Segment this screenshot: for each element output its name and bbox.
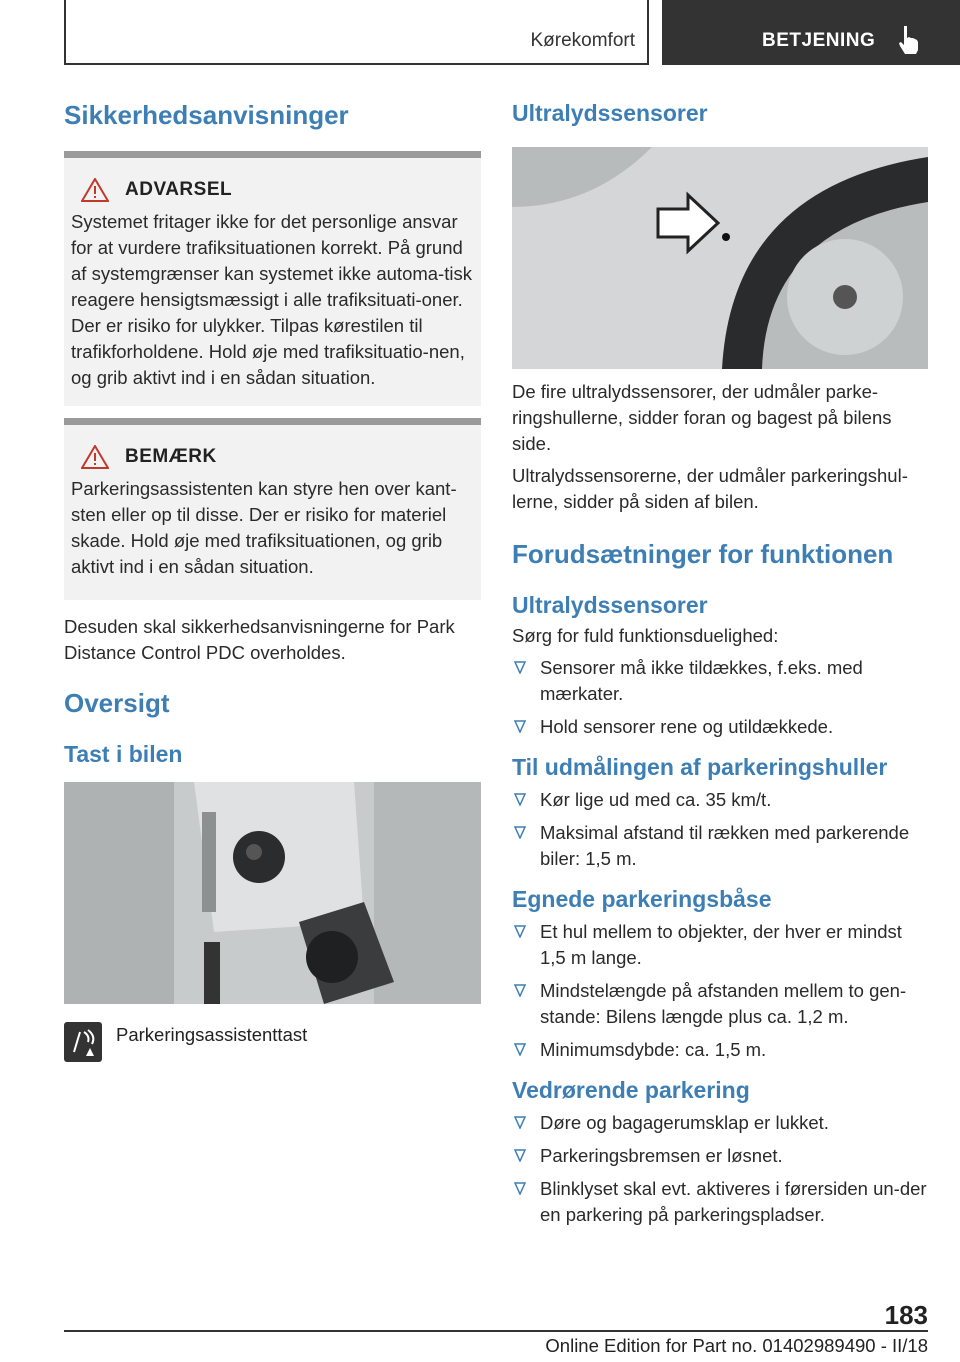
- note-text: Parkeringsassistenten kan styre hen over kant-sten eller op til disse. Der er risiko for materiel skade. Hold øje med trafiksituationen, og grib aktivt ind i en sådan situation.: [71, 478, 457, 577]
- pdc-paragraph: Desuden skal sikkerhedsanvisningerne for Park Distance Control PDC overholdes.: [64, 616, 455, 663]
- note-label: BEMÆRK: [125, 446, 217, 467]
- sensors-para-2: Ultralydssensorerne, der udmåler parkeringshul-lerne, sidder på siden af bilen.: [512, 465, 908, 512]
- list-item: Blinklyset skal evt. aktiveres i førersiden un-der en parkering på parkeringspladser.: [512, 1176, 928, 1228]
- parking-assist-button-icon: [64, 1022, 102, 1062]
- right-column: [512, 100, 928, 1235]
- hand-pointer-icon: [896, 24, 922, 56]
- list-item: Kør lige ud med ca. 35 km/t.: [512, 787, 928, 813]
- list-item: Døre og bagagerumsklap er lukket.: [512, 1110, 928, 1136]
- sub3-list: [512, 919, 928, 1063]
- sub1-heading: Ultralydssensorer: [512, 592, 708, 618]
- caution-triangle-icon: [81, 445, 109, 469]
- warning-triangle-icon: [81, 178, 109, 202]
- safety-heading: Sikkerhedsanvisninger: [64, 100, 349, 130]
- list-item: Sensorer må ikke tildækkes, f.eks. med mærkater.: [512, 655, 928, 707]
- list-item: Mindstelængde på afstanden mellem to gen-stande: Bilens længde plus ca. 1,2 m.: [512, 978, 928, 1030]
- list-item: Parkeringsbremsen er løsnet.: [512, 1143, 928, 1169]
- car-sensor-photo: [512, 147, 928, 369]
- sensors-heading: Ultralydssensorer: [512, 100, 708, 126]
- page-number: 183: [884, 1300, 928, 1330]
- header-chapter-box: [64, 0, 649, 65]
- sub2-list: [512, 787, 928, 872]
- sensors-para-1: De fire ultralydssensorer, der udmåler parke-ringshullerne, sidder foran og bagest på bilens side.: [512, 381, 892, 454]
- sub4-heading: Vedrørende parkering: [512, 1077, 750, 1103]
- list-item: Et hul mellem to objekter, der hver er mindst 1,5 m lange.: [512, 919, 928, 971]
- button-caption: Parkeringsassistenttast: [116, 1024, 308, 1045]
- warning-label: ADVARSEL: [125, 179, 233, 200]
- list-item: Minimumsdybde: ca. 1,5 m.: [512, 1037, 928, 1063]
- sub1-list: [512, 655, 928, 740]
- note-box: [64, 418, 481, 600]
- left-column: [64, 100, 481, 1062]
- chapter-title: Kørekomfort: [530, 30, 635, 51]
- footer-divider: [64, 1330, 928, 1332]
- list-item: Maksimal afstand til rækken med parkerende biler: 1,5 m.: [512, 820, 928, 872]
- warning-box: [64, 151, 481, 406]
- button-heading: Tast i bilen: [64, 741, 183, 767]
- center-console-photo: [64, 782, 481, 1004]
- warning-text: Systemet fritager ikke for det personlige ansvar for at vurdere trafiksituationen korrekt. På grund af systemgrænser kan systemet ikke automa-tisk reagere hensigtsmæssigt i alle trafiksituati-oner. Der er risiko for ulykker. Tilpas kørestilen til trafikforholdene. Hold øje med trafiksituatio-nen, og grib aktivt ind i en sådan situation.: [71, 211, 472, 388]
- edition-text: Online Edition for Part no. 01402989490 - II/18: [545, 1335, 928, 1356]
- sub4-list: [512, 1110, 928, 1228]
- prerequisites-heading: Forudsætninger for funktionen: [512, 539, 894, 569]
- header-section-box: [662, 0, 960, 65]
- overview-heading: Oversigt: [64, 688, 170, 718]
- section-title: BETJENING: [762, 30, 876, 51]
- sub2-heading: Til udmålingen af parkeringshuller: [512, 754, 888, 780]
- sub1-intro: Sørg for fuld funktionsduelighed:: [512, 625, 779, 646]
- list-item: Hold sensorer rene og utildækkede.: [512, 714, 928, 740]
- sub3-heading: Egnede parkeringsbåse: [512, 886, 772, 912]
